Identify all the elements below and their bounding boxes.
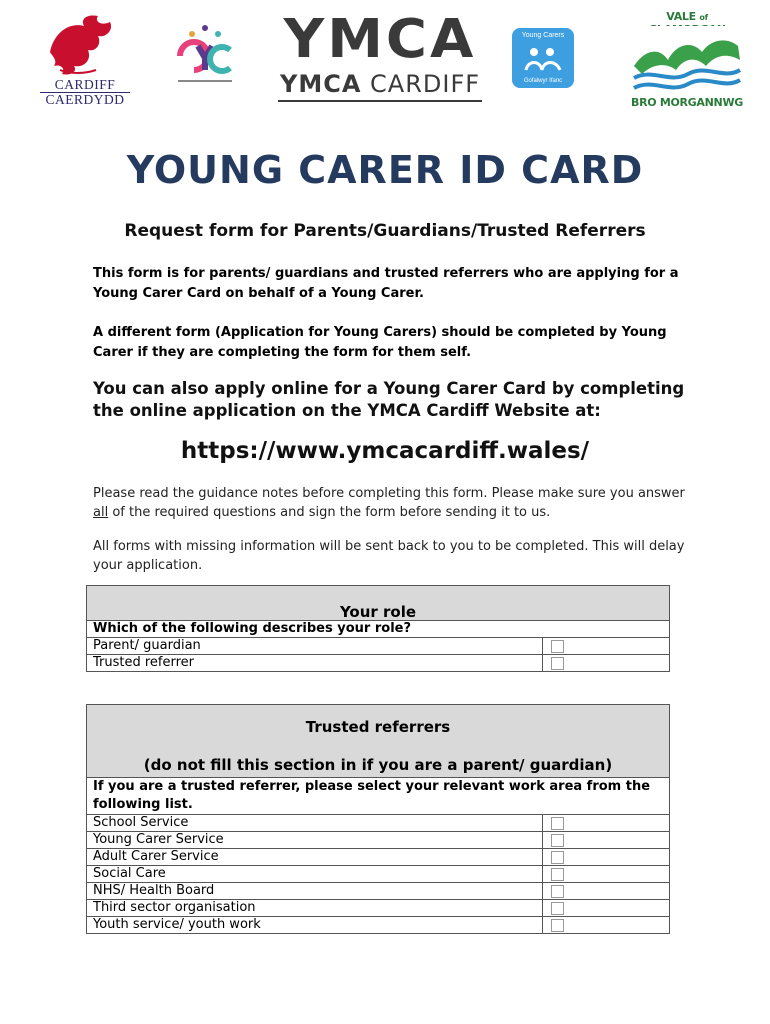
young-carers-people-icon [522, 44, 564, 74]
work-area-row [87, 849, 670, 866]
work-area-checkbox-cell [543, 832, 670, 849]
work-area-checkbox-cell [543, 900, 670, 917]
bro-morgannwg-text: BRO MORGANNWG [630, 96, 744, 109]
vale-coast-icon [630, 26, 744, 94]
work-area-checkbox-cell [543, 815, 670, 832]
role-table-header: Your role [87, 586, 670, 621]
cyc-logo [170, 22, 240, 88]
ymca-wordmark: YMCA [283, 8, 477, 71]
cyc-people-icon [170, 22, 240, 88]
intro-paragraph-2: A different form (Application for Young Carers) should be completed by Young Carer if they are completing the form for them self. [93, 325, 667, 360]
intro-paragraph-1: This form is for parents/ guardians and trusted referrers who are applying for a Young Carer Card on behalf of a Young Carer. [93, 266, 679, 301]
third-sector-checkbox[interactable] [551, 902, 564, 915]
guidance-text: Please read the guidance notes before completing this form. Please make sure you answer all of the required questions and sign the form before sending it to us. [93, 486, 685, 520]
ymca-cardiff-logo [278, 10, 486, 104]
vale-of-glamorgan-text: VALE of [666, 10, 708, 23]
work-area-row [87, 832, 670, 849]
role-option-row [87, 638, 670, 655]
work-area-row [87, 815, 670, 832]
school-service-checkbox[interactable] [551, 817, 564, 830]
online-apply-text: You can also apply online for a Young Carer Card by completing the online application on the YMCA Cardiff Website at: [93, 379, 685, 420]
work-area-row [87, 917, 670, 934]
young-carers-text: Young Carers [521, 32, 565, 39]
gofalwyr-ifanc-text: Gofalwyr Ifanc [523, 78, 563, 84]
social-care-checkbox[interactable] [551, 868, 564, 881]
cardiff-text: CARDIFF [54, 77, 116, 92]
parent-guardian-checkbox[interactable] [551, 640, 564, 653]
referrer-question: If you are a trusted referrer, please select your relevant work area from the following list. [87, 778, 670, 815]
vale-of-glamorgan-logo [626, 10, 748, 110]
young-carers-logo [512, 28, 574, 88]
adult-carer-service-checkbox[interactable] [551, 851, 564, 864]
referrer-table [86, 704, 670, 934]
work-area-row [87, 883, 670, 900]
all-underlined: all [93, 505, 109, 520]
trusted-referrer-checkbox[interactable] [551, 657, 564, 670]
work-area-label: Youth service/ youth work [87, 917, 543, 934]
work-area-checkbox-cell [543, 883, 670, 900]
cardiff-council-logo [40, 12, 130, 108]
nhs-health-board-checkbox[interactable] [551, 885, 564, 898]
work-area-checkbox-cell [543, 917, 670, 934]
work-area-label: Young Carer Service [87, 832, 543, 849]
role-table [86, 585, 670, 672]
page-title: YOUNG CARER ID CARD [126, 148, 644, 192]
missing-info-text: All forms with missing information will be sent back to you to be completed. This will delay your application. [93, 539, 685, 573]
role-option-checkbox-cell [543, 638, 670, 655]
welsh-dragon-icon [40, 12, 130, 78]
referrer-header-title: Trusted referrers [305, 718, 451, 736]
work-area-label: NHS/ Health Board [87, 883, 543, 900]
youth-service-checkbox[interactable] [551, 919, 564, 932]
caerdydd-text: CAERDYDD [40, 92, 130, 107]
role-option-label: Parent/ guardian [87, 638, 543, 655]
work-area-label: Social Care [87, 866, 543, 883]
referrer-header-note: (do not fill this section in if you are a parent/ guardian) [143, 756, 613, 774]
website-link[interactable]: https://www.ymcacardiff.wales/ [180, 438, 590, 464]
referrer-table-header [87, 705, 670, 778]
role-question: Which of the following describes your role? [87, 621, 670, 638]
ymca-cardiff-subtext: YMCA CARDIFF [279, 70, 481, 98]
work-area-row [87, 866, 670, 883]
young-carer-service-checkbox[interactable] [551, 834, 564, 847]
work-area-label: School Service [87, 815, 543, 832]
role-option-label: Trusted referrer [87, 655, 543, 672]
role-option-row [87, 655, 670, 672]
ymca-underline [278, 100, 482, 102]
page-subtitle: Request form for Parents/Guardians/Trusted Referrers [124, 221, 646, 241]
work-area-checkbox-cell [543, 866, 670, 883]
work-area-row [87, 900, 670, 917]
role-option-checkbox-cell [543, 655, 670, 672]
work-area-checkbox-cell [543, 849, 670, 866]
work-area-label: Adult Carer Service [87, 849, 543, 866]
work-area-label: Third sector organisation [87, 900, 543, 917]
